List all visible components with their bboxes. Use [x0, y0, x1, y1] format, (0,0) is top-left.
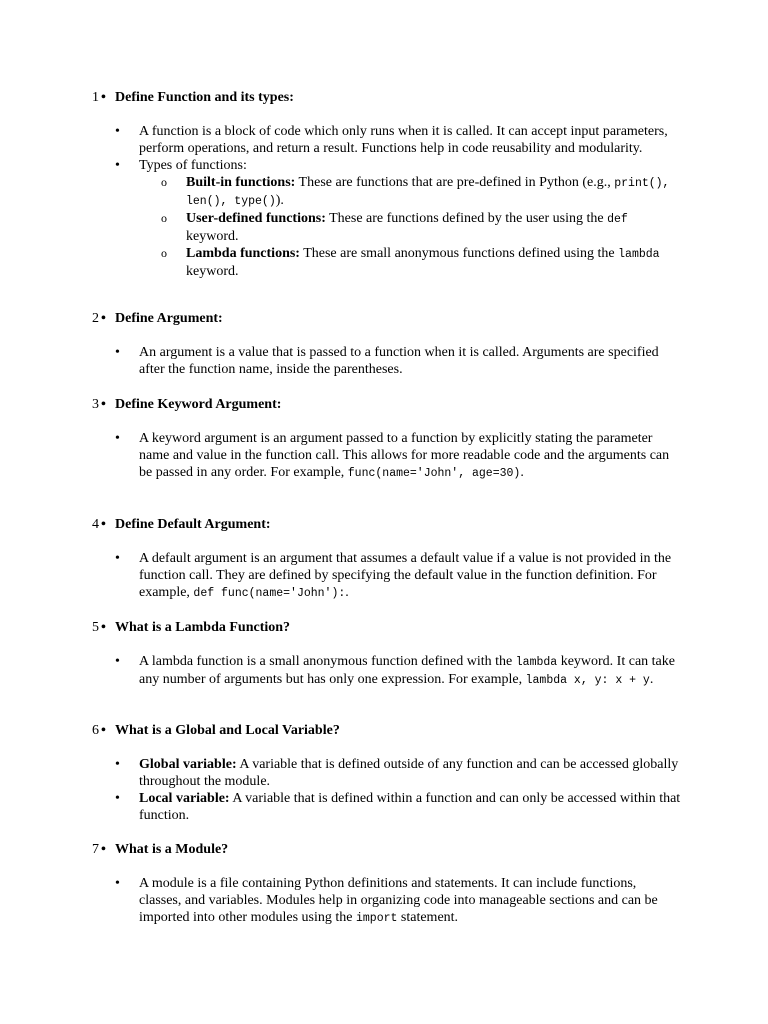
question-number: 4: [92, 517, 99, 532]
bullet: •: [115, 757, 120, 772]
question-number: 3: [92, 397, 99, 412]
bullet: •: [115, 124, 120, 139]
question-title: What is a Global and Local Variable?: [115, 723, 340, 738]
question-title: Define Argument:: [115, 311, 223, 326]
answer-list: [92, 123, 682, 280]
heading-bullet: •: [101, 620, 106, 635]
bullet: •: [115, 431, 120, 446]
list-item: [92, 875, 682, 927]
answer-list: [92, 344, 682, 378]
sub-bullet: o: [161, 246, 167, 260]
question-number: 7: [92, 842, 99, 857]
bullet: •: [115, 345, 120, 360]
answer-text: A default argument is an argument that assumes a default value if a value is not provided in the function call. They are defined by specifying the default value in the function definition. For example,: [139, 551, 672, 600]
heading-bullet: •: [101, 517, 106, 532]
answer-text: .: [649, 672, 654, 687]
question-heading: [92, 310, 682, 327]
answer-text: These are small anonymous functions defined using the: [299, 246, 615, 261]
question-number: 5: [92, 620, 99, 635]
heading-bullet: •: [101, 311, 106, 326]
answer-list: [92, 756, 682, 824]
question-5: [92, 619, 682, 689]
answer-text: ).: [275, 193, 284, 208]
term: Global variable:: [139, 757, 237, 772]
answer-text: A module is a file containing Python definitions and statements. It can include functions, classes, and variables. Modules help in organizing code into manageable sections and can be imported into other modules using the: [139, 876, 658, 925]
answer-text: .: [345, 585, 349, 600]
answer-list: [92, 875, 682, 927]
answer-list: [92, 430, 682, 482]
answer-list: [92, 550, 682, 602]
code-snippet: lambda x, y: x + y: [525, 674, 650, 687]
question-number: 6: [92, 723, 99, 738]
term: User-defined functions:: [186, 211, 326, 226]
code-snippet: lambda: [515, 656, 558, 669]
question-6: [92, 722, 682, 824]
question-number: 2: [92, 311, 99, 326]
answer-text: A variable that is defined outside of any function and can be accessed globally throughout the module.: [139, 757, 679, 789]
list-item: [92, 790, 682, 824]
code-snippet: def func(name='John'):: [193, 587, 346, 600]
list-item: [92, 756, 682, 790]
question-heading: [92, 841, 682, 858]
question-heading: [92, 619, 682, 636]
list-item: [92, 344, 682, 378]
heading-bullet: •: [101, 90, 106, 105]
list-item: [92, 157, 682, 280]
code-snippet: lambda: [618, 248, 660, 261]
code-snippet: print(), len(), type(): [186, 177, 670, 208]
question-4: [92, 516, 682, 602]
question-title: Define Default Argument:: [115, 517, 271, 532]
answer-text: Types of functions:: [139, 158, 247, 173]
question-heading: [92, 722, 682, 739]
term: Lambda functions:: [186, 246, 300, 261]
question-title: What is a Module?: [115, 842, 229, 857]
code-snippet: import: [355, 912, 398, 925]
sub-list: [139, 174, 682, 280]
term: Local variable:: [139, 791, 230, 806]
question-heading: [92, 516, 682, 533]
question-2: [92, 310, 682, 378]
list-item: [92, 123, 682, 157]
question-title: Define Keyword Argument:: [115, 397, 282, 412]
answer-text: A lambda function is a small anonymous function defined with the: [139, 654, 513, 669]
list-item: [92, 550, 682, 602]
code-snippet: func(name='John', age=30): [347, 467, 521, 480]
answer-text: .: [520, 465, 524, 480]
heading-bullet: •: [101, 723, 106, 738]
answer-text: An argument is a value that is passed to a function when it is called. Arguments are specified after the function name, inside the parentheses.: [139, 345, 659, 377]
answer-list: [92, 653, 682, 689]
sub-list-item: [139, 174, 682, 210]
bullet: •: [115, 654, 120, 669]
sub-list-item: [139, 210, 682, 245]
answer-text: A variable that is defined within a function and can only be accessed within that function.: [139, 791, 681, 823]
answer-text: These are functions that are pre-defined in Python (e.g.,: [295, 175, 611, 190]
sub-bullet: o: [161, 211, 167, 225]
question-heading: [92, 89, 682, 106]
answer-text: keyword.: [186, 264, 239, 279]
answer-text: keyword. It can take any number of arguments but has only one expression. For example,: [139, 654, 675, 687]
list-item: [92, 653, 682, 689]
question-7: [92, 841, 682, 927]
heading-bullet: •: [101, 397, 106, 412]
code-snippet: def: [607, 213, 628, 226]
answer-text: These are functions defined by the user using the: [325, 211, 604, 226]
bullet: •: [115, 876, 120, 891]
question-title: Define Function and its types:: [115, 90, 294, 105]
list-item: [92, 430, 682, 482]
question-heading: [92, 396, 682, 413]
answer-text: statement.: [397, 910, 459, 925]
bullet: •: [115, 158, 120, 173]
sub-bullet: o: [161, 175, 167, 189]
question-1: [92, 89, 682, 280]
answer-text: A keyword argument is an argument passed to a function by explicitly stating the parameter name and value in the function call. This allows for more readable code and the arguments can be passed in any order. For example,: [139, 431, 670, 480]
question-3: [92, 396, 682, 482]
bullet: •: [115, 551, 120, 566]
answer-text: keyword.: [186, 229, 239, 244]
answer-text: A function is a block of code which only runs when it is called. It can accept input parameters, perform operations, and return a result. Functions help in code reusability and modularity.: [139, 124, 668, 156]
question-number: 1: [92, 90, 99, 105]
term: Built-in functions:: [186, 175, 296, 190]
sub-list-item: [139, 245, 682, 280]
question-title: What is a Lambda Function?: [115, 620, 291, 635]
bullet: •: [115, 791, 120, 806]
heading-bullet: •: [101, 842, 106, 857]
